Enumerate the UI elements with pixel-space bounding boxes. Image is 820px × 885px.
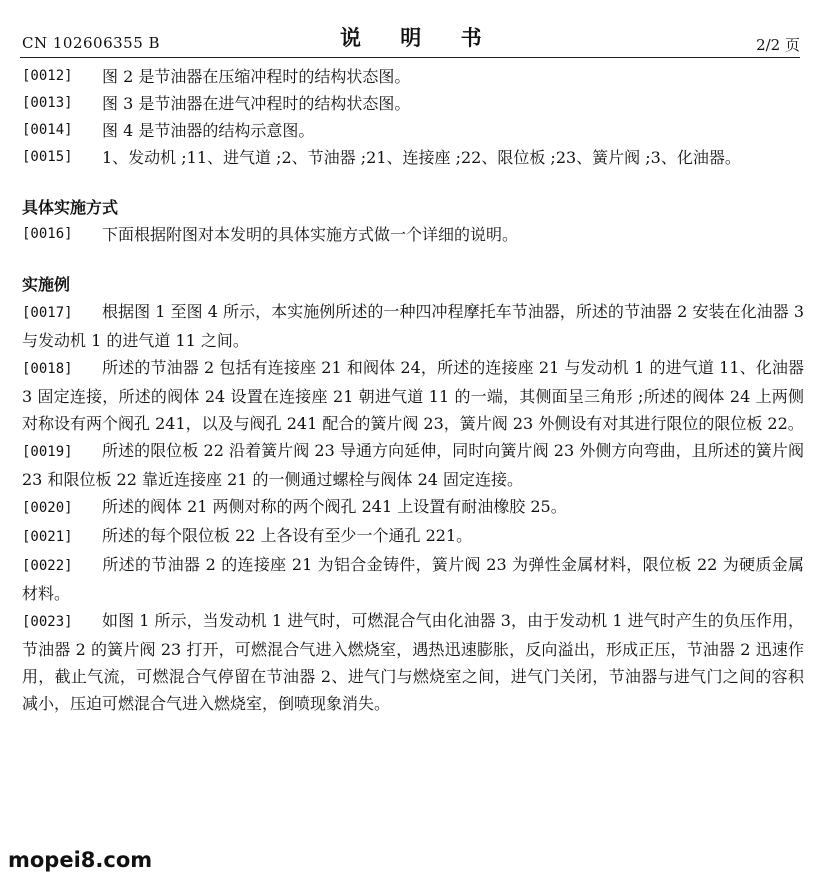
section-heading-embodiment: 具体实施方式 [22,198,119,217]
paragraph-text: 所述的节油器 2 包括有连接座 21 和阀体 24，所述的连接座 21 与发动机 1 的进气道 11、化油器 3 固定连接，所述的阀体 24 设置在连接座 21 朝进气道 11 的一端，其侧面呈三角形 ;所述的阀体 24 上两侧对称设有两个阀孔 241，以及与阀孔 241 配合的簧片阀 23，簧片阀 23 外侧设有对其进行限位的限位板 22。 [22,358,804,433]
site-watermark: mopei8.com [8,848,153,872]
page-title: 说 明 书 [340,25,498,50]
paragraph-0022 [22,551,804,607]
paragraph-tag: [0018] [22,361,73,377]
header-divider [20,57,800,58]
section-spacer [22,171,804,194]
paragraph-0020 [22,493,804,522]
paragraph-tag: [0022] [22,558,73,574]
paragraph-0018 [22,354,804,437]
paragraph-0015 [22,144,804,171]
paragraph-text: 所述的节油器 2 的连接座 21 为铝合金铸件，簧片阀 23 为弹性金属材料，限位板 22 为硬质金属材料。 [22,555,804,603]
document-body [22,63,804,717]
paragraph-text: 图 4 是节油器的结构示意图。 [102,121,315,140]
paragraph-tag: [0013] [22,95,73,111]
paragraph-text: 图 3 是节油器在进气冲程时的结构状态图。 [102,94,411,113]
paragraph-tag: [0019] [22,444,73,460]
paragraph-0014 [22,117,804,144]
page-header [0,0,820,60]
paragraph-0016 [22,221,804,248]
paragraph-text: 根据图 1 至图 4 所示，本实施例所述的一种四冲程摩托车节油器，所述的节油器 2 安装在化油器 3 与发动机 1 的进气道 11 之间。 [22,302,804,350]
paragraph-text: 所述的限位板 22 沿着簧片阀 23 导通方向延伸，同时向簧片阀 23 外侧方向弯曲，且所述的簧片阀 23 和限位板 22 靠近连接座 21 的一侧通过螺栓与阀体 24 固定连接。 [22,441,804,489]
paragraph-tag: [0020] [22,500,73,516]
paragraph-tag: [0016] [22,226,73,242]
paragraph-tag: [0015] [22,149,73,165]
paragraph-tag: [0012] [22,68,73,84]
paragraph-0019 [22,437,804,493]
paragraph-0017 [22,298,804,354]
section-heading-example: 实施例 [22,275,71,294]
paragraph-text: 所述的每个限位板 22 上各设有至少一个通孔 221。 [102,526,473,545]
paragraph-text: 下面根据附图对本发明的具体实施方式做一个详细的说明。 [102,225,519,244]
paragraph-tag: [0014] [22,122,73,138]
paragraph-0021 [22,522,804,551]
section-spacer [22,248,804,271]
paragraph-tag: [0021] [22,529,73,545]
paragraph-0012 [22,63,804,90]
paragraph-text: 如图 1 所示，当发动机 1 进气时，可燃混合气由化油器 3，由于发动机 1 进气时产生的负压作用，节油器 2 的簧片阀 23 打开，可燃混合气进入燃烧室，遇热迅速膨胀，反向溢出，形成正压，节油器 2 迅速作用，截止气流，可燃混合气停留在节油器 2、进气门与燃烧室之间，进气门关闭，节油器与进气门之间的容积减小，压迫可燃混合气进入燃烧室，倒喷现象消失。 [22,611,804,713]
page-number: 2/2 页 [756,36,800,54]
paragraph-tag: [0023] [22,614,73,630]
paragraph-0023 [22,607,804,717]
paragraph-text: 1、发动机 ;11、进气道 ;2、节油器 ;21、连接座 ;22、限位板 ;23、簧片阀 ;3、化油器。 [102,148,741,167]
paragraph-text: 图 2 是节油器在压缩冲程时的结构状态图。 [102,67,411,86]
paragraph-0013 [22,90,804,117]
paragraph-text: 所述的阀体 21 两侧对称的两个阀孔 241 上设置有耐油橡胶 25。 [102,497,567,516]
patent-number: CN 102606355 B [22,34,161,52]
paragraph-tag: [0017] [22,305,73,321]
